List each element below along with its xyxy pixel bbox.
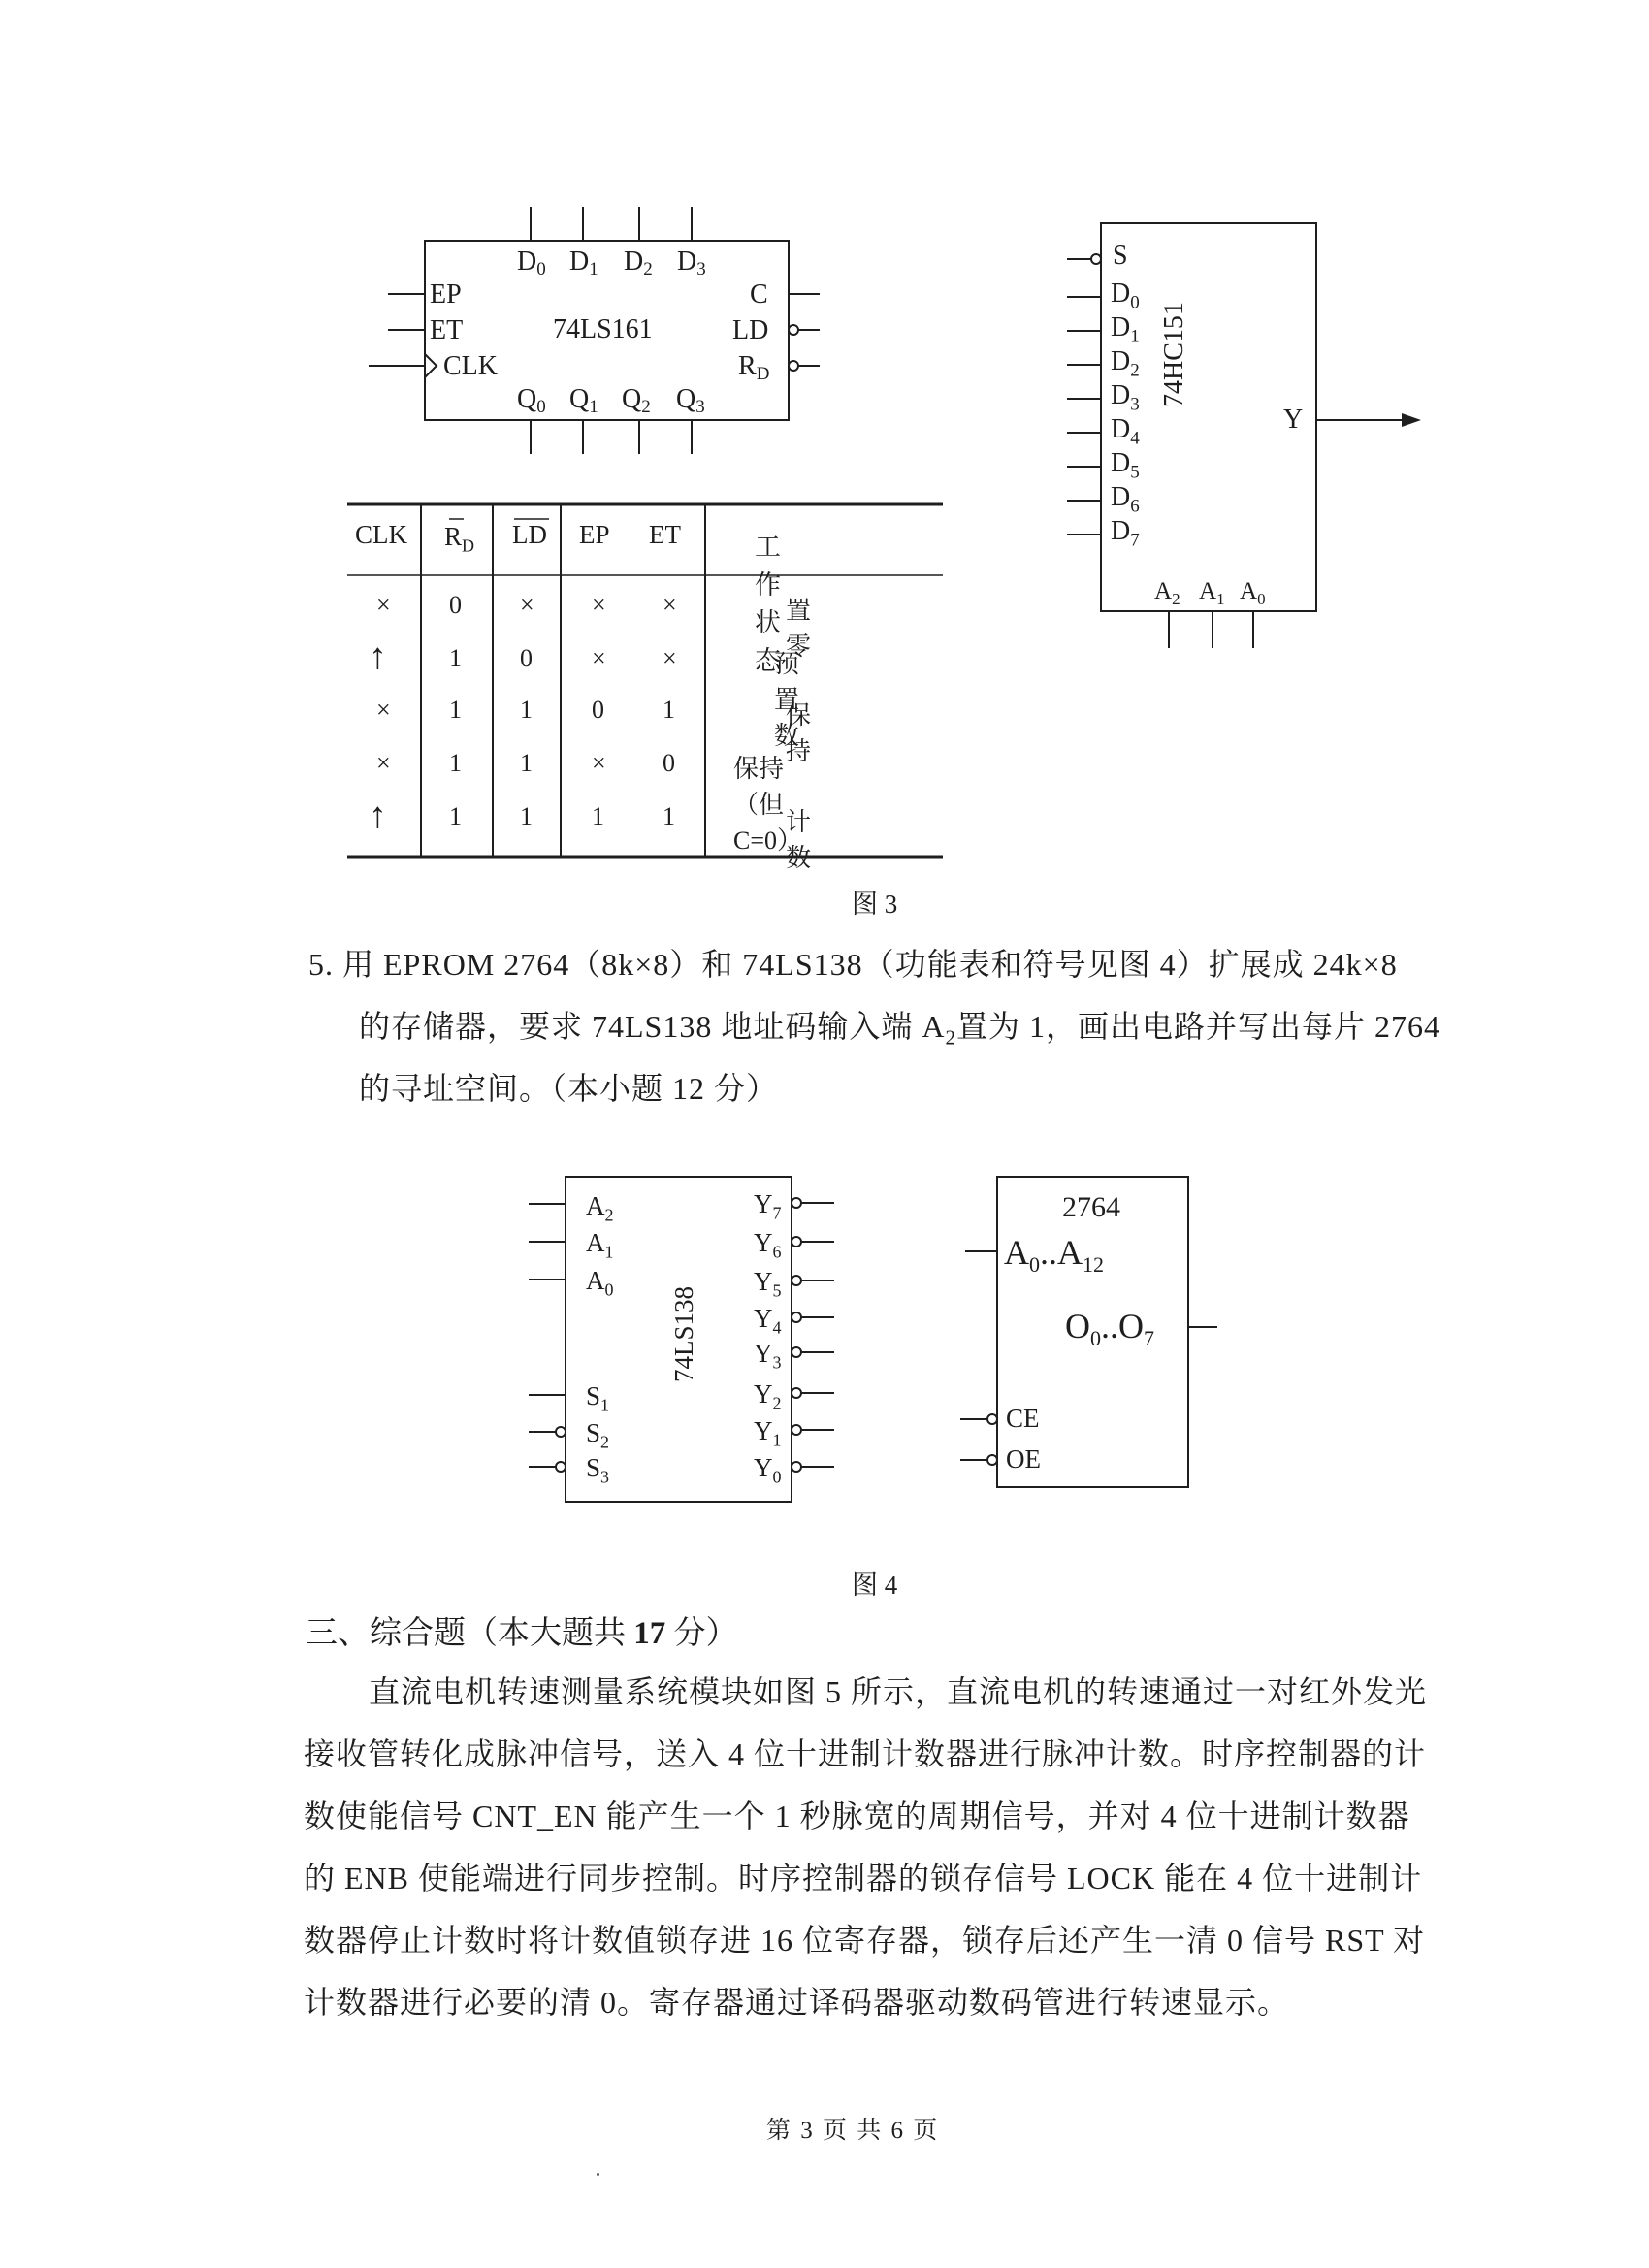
mux-pin-d0: $D_0$ <box>1111 278 1140 313</box>
cell-et <box>663 644 677 673</box>
function-table-lines <box>347 504 943 857</box>
cell-text: 计数 <box>786 808 812 872</box>
cell-clk <box>376 696 391 725</box>
cell-rd <box>449 749 462 778</box>
cell-text: ↑ <box>369 795 387 836</box>
decoder-chip-name-text: 74LS138 <box>669 1285 698 1382</box>
section-3-title-text: 三、综合题（本大题共 <box>306 1616 634 1651</box>
cell-rd <box>449 696 462 725</box>
mux-pin-d6: $D_6$ <box>1111 482 1140 517</box>
cell-et <box>663 591 677 620</box>
mux-chip-name-text: 74HC151 <box>1159 302 1189 407</box>
cell-text: 1 <box>520 696 533 724</box>
section-3-paragraph-line-4 <box>304 1847 1422 1909</box>
eprom-pin-oe <box>1006 1444 1041 1474</box>
cell-rd <box>449 591 462 620</box>
mux-pin-y <box>1283 405 1303 436</box>
question-number: 5. <box>308 947 334 982</box>
cell-text: 1 <box>520 802 533 830</box>
cell-text: 保持（但C=0） <box>733 755 803 855</box>
cell-text: × <box>592 591 606 619</box>
eprom-pin-oe-text: OE <box>1006 1444 1041 1474</box>
decoder-pin-y5: $Y_5$ <box>754 1267 782 1301</box>
cell-text: 预置数 <box>774 650 800 750</box>
th-ep-text: EP <box>579 520 610 549</box>
cell-text: × <box>592 749 606 777</box>
cell-clk-up-arrow-icon <box>369 638 387 675</box>
decoder-pin-y6: $Y_6$ <box>754 1228 782 1262</box>
cell-text: 1 <box>449 749 462 777</box>
cell-text: 保持 <box>786 701 812 765</box>
cell-ep <box>592 591 606 620</box>
section-3-paragraph-line-6 <box>304 1971 1289 2033</box>
paragraph-text: 直流电机转速测量系统模块如图 5 所示，直流电机的转速通过一对红外发光 <box>369 1674 1428 1709</box>
cell-text: 1 <box>663 696 675 724</box>
figure-3-caption <box>852 883 897 921</box>
pin-q3: Q3 <box>676 384 705 417</box>
decoder-pin-y1: $Y_1$ <box>754 1416 782 1450</box>
decoder-chip-name <box>669 1286 699 1382</box>
pin-c: C <box>750 279 768 309</box>
cell-ep <box>592 802 604 831</box>
question-5-text-2-tail: 置为 1，画出电路并写出每片 2764 <box>955 1009 1440 1044</box>
cell-text: 1 <box>449 696 462 724</box>
cell-clk-up-arrow-icon <box>369 797 387 834</box>
mux-pin-a2: $A_2$ <box>1154 578 1180 608</box>
cell-text: × <box>376 696 391 724</box>
mux-output-text: Y <box>1283 405 1304 435</box>
cell-ld <box>520 802 533 831</box>
cell-et <box>663 802 675 831</box>
question-5-text-1: 用 EPROM 2764（8k×8）和 74LS138（功能表和符号见图 4）扩展成 24k×8 <box>342 947 1398 982</box>
cell-text: 0 <box>592 696 604 724</box>
eprom-chip-name <box>1062 1191 1120 1224</box>
section-3-title-score: 17 <box>633 1616 666 1651</box>
decoder-pin-y4: $Y_4$ <box>754 1304 782 1338</box>
pin-d3: D3 <box>677 246 706 279</box>
th-et <box>649 520 681 550</box>
th-et-text: ET <box>649 520 681 549</box>
cell-text: 1 <box>449 802 462 830</box>
th-ld: LD <box>512 520 547 549</box>
page-footer-text: 第 3 页 共 6 页 <box>766 2118 940 2144</box>
eprom-pin-ce <box>1006 1404 1040 1434</box>
paragraph-text: 的 ENB 使能端进行同步控制。时序控制器的锁存信号 LOCK 能在 4 位十进制计 <box>304 1861 1423 1895</box>
decoder-pin-y2: $Y_2$ <box>754 1379 782 1413</box>
chip-name-74ls161: 74LS161 <box>553 314 653 344</box>
decoder-pin-y0: $Y_0$ <box>754 1453 782 1487</box>
eprom-data-pins: $O_0..O_7$ <box>1065 1307 1154 1351</box>
cell-state <box>786 802 811 874</box>
cell-text: 置 零 <box>786 597 812 661</box>
cell-text: 0 <box>520 644 533 672</box>
scan-speck <box>597 2173 599 2176</box>
pin-rd: RD <box>738 351 770 384</box>
pin-q2: Q2 <box>622 384 651 417</box>
cell-et <box>663 696 675 725</box>
cell-et <box>663 749 675 778</box>
mux-pin-d2: $D_2$ <box>1111 346 1140 381</box>
paragraph-text: 计数器进行必要的清 0。寄存器通过译码器驱动数码管进行转速显示。 <box>304 1985 1290 2020</box>
section-3-paragraph-line-1 <box>369 1661 1427 1723</box>
mux-pin-d4: $D_4$ <box>1111 414 1140 449</box>
th-clk <box>355 520 407 550</box>
pin-ld: LD <box>732 315 769 345</box>
cell-ep <box>592 644 606 673</box>
decoder-pin-a0: $A_0$ <box>586 1266 614 1300</box>
mux-chip-name <box>1159 302 1190 407</box>
pin-d2: D2 <box>624 246 653 279</box>
cell-text: ↑ <box>369 636 387 677</box>
decoder-pin-s2: $S_2$ <box>586 1418 610 1452</box>
mux-pin-a1: $A_1$ <box>1199 578 1225 608</box>
paragraph-text: 接收管转化成脉冲信号，送入 4 位十进制计数器进行脉冲计数。时序控制器的计 <box>304 1736 1427 1771</box>
figure-3-caption-text: 图 3 <box>852 890 898 919</box>
cell-ld <box>520 696 533 725</box>
decoder-pin-s3: $S_3$ <box>586 1453 610 1487</box>
question-5-text-3: 的寻址空间。（本小题 12 分） <box>359 1071 779 1106</box>
cell-ld <box>520 749 533 778</box>
eprom-chip-name-text: 2764 <box>1062 1191 1120 1223</box>
cell-text: 1 <box>449 644 462 672</box>
mux-pin-d1: $D_1$ <box>1111 312 1140 347</box>
cell-text: 1 <box>520 749 533 777</box>
th-rd: $R_D$ <box>444 522 475 556</box>
pin-et: ET <box>430 315 464 345</box>
figure-4-caption-text: 图 4 <box>852 1571 898 1600</box>
pin-d1: D1 <box>569 246 598 279</box>
th-state-text: 工 作 状 态 <box>755 533 781 675</box>
cell-ld <box>520 591 534 620</box>
question-5-text-2: 的存储器，要求 74LS138 地址码输入端 A <box>359 1009 946 1044</box>
pin-ep: EP <box>430 279 462 309</box>
cell-text: × <box>376 749 391 777</box>
section-3-paragraph-line-5 <box>304 1909 1425 1971</box>
mux-pin-d3: $D_3$ <box>1111 380 1140 415</box>
cell-ep <box>592 696 604 725</box>
cell-text: × <box>376 591 391 619</box>
mux-output-arrow <box>1402 413 1421 427</box>
decoder-pin-y3: $Y_3$ <box>754 1339 782 1373</box>
eprom-address-pins: $A_0..A_{12}$ <box>1004 1233 1104 1278</box>
mux-pin-s-text: S <box>1113 241 1128 271</box>
mux-pin-a0: $A_0$ <box>1240 578 1266 608</box>
cell-text: × <box>663 644 677 672</box>
th-ep <box>579 520 610 550</box>
cell-text: 0 <box>663 749 675 777</box>
decoder-pin-a1: $A_1$ <box>586 1228 614 1262</box>
cell-text: 0 <box>449 591 462 619</box>
question-5-subscript: 2 <box>945 1025 956 1050</box>
cell-rd <box>449 802 462 831</box>
cell-text: 1 <box>663 802 675 830</box>
th-clk-text: CLK <box>355 520 407 549</box>
figure-4-caption <box>852 1564 897 1602</box>
question-5-line-1 <box>308 933 1398 995</box>
mux-pin-d7: $D_7$ <box>1111 516 1140 551</box>
decoder-pin-y7: $Y_7$ <box>754 1189 782 1223</box>
pin-d0: D0 <box>517 246 546 279</box>
eprom-pin-ce-text: CE <box>1006 1404 1040 1433</box>
page-footer <box>766 2111 939 2146</box>
section-3-paragraph-line-2 <box>304 1723 1426 1785</box>
cell-text: × <box>592 644 606 672</box>
pin-clk: CLK <box>443 351 498 381</box>
cell-text: × <box>520 591 534 619</box>
cell-ep <box>592 749 606 778</box>
cell-text: × <box>663 591 677 619</box>
mux-pin-s <box>1113 241 1128 272</box>
cell-clk <box>376 591 391 620</box>
cell-clk <box>376 749 391 778</box>
cell-text: 1 <box>592 802 604 830</box>
section-3-paragraph-line-3 <box>304 1785 1410 1847</box>
cell-rd <box>449 644 462 673</box>
question-5-line-3 <box>359 1057 778 1119</box>
section-3-title-end: 分） <box>665 1616 738 1651</box>
section-3-title <box>306 1607 738 1653</box>
paragraph-text: 数使能信号 CNT_EN 能产生一个 1 秒脉宽的周期信号，并对 4 位十进制计数器 <box>304 1798 1410 1833</box>
decoder-pin-s1: $S_1$ <box>586 1381 610 1415</box>
cell-ld <box>520 644 533 673</box>
pin-q1: Q1 <box>569 384 598 417</box>
decoder-pin-a2: $A_2$ <box>586 1191 614 1225</box>
pin-q0: Q0 <box>517 384 546 417</box>
paragraph-text: 数器停止计数时将计数值锁存进 16 位寄存器，锁存后还产生一清 0 信号 RST 对 <box>304 1923 1426 1958</box>
counter-chip-labels <box>430 246 769 417</box>
mux-pin-d5: $D_5$ <box>1111 448 1140 483</box>
